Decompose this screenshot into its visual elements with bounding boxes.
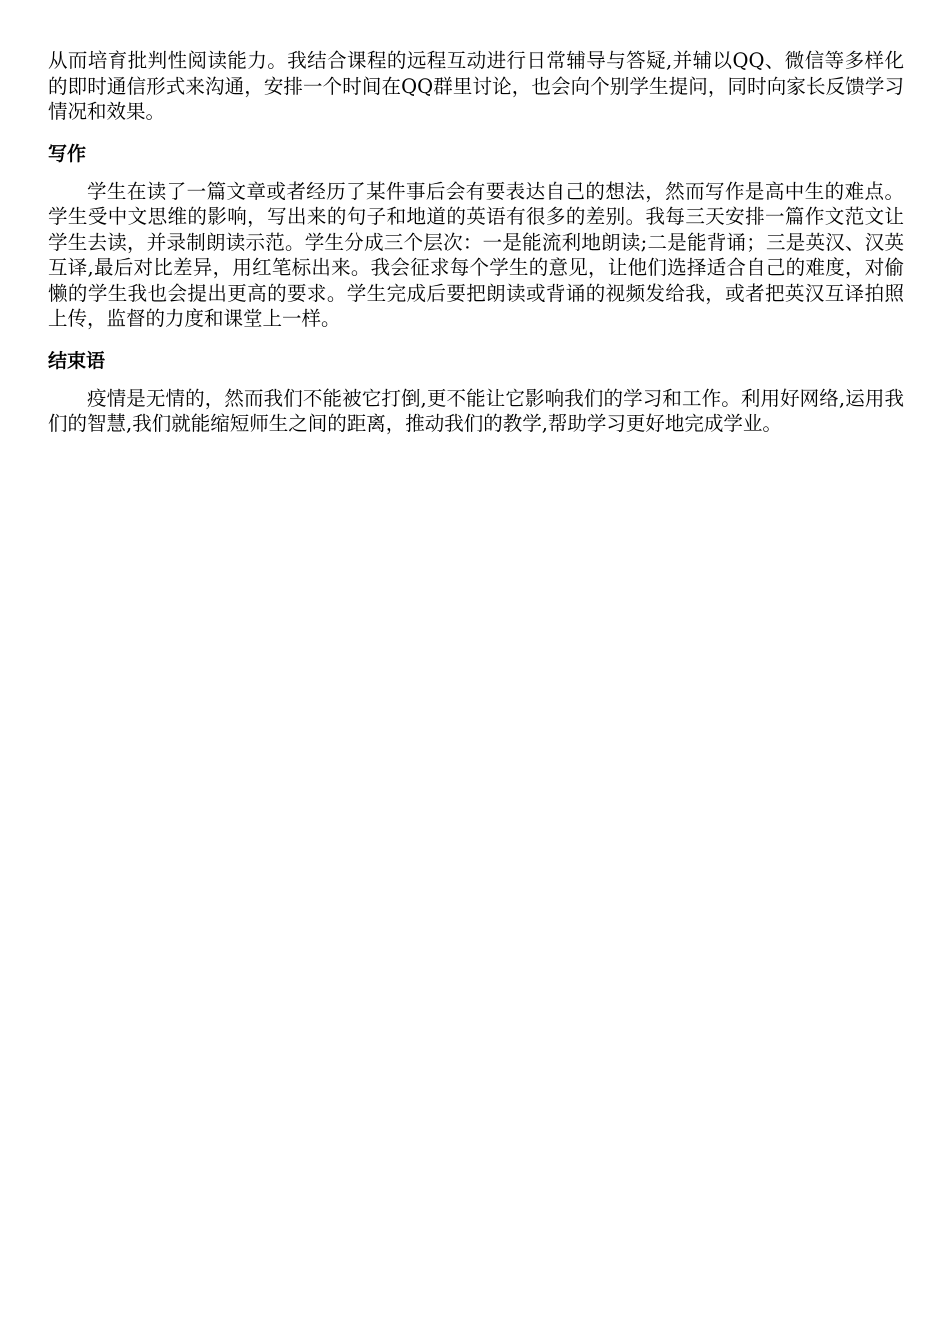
writing-paragraph: 学生在读了一篇文章或者经历了某件事后会有要表达自己的想法，然而写作是高中生的难点。学生受中文思维的影响，写出来的句子和地道的英语有很多的差别。我每三天安排一篇作文范文让学生去读，并录制朗读示范。学生分成三个层次：一是能流利地朗读;二是能背诵；三是英汉、汉英互译,最后对比差异，用红笔标出来。我会征求每个学生的意见，让他们选择适合自己的难度，对偷懒的学生我也会提出更高的要求。学生完成后要把朗读或背诵的视频发给我，或者把英汉互译拍照上传，监督的力度和课堂上一样。 xyxy=(48,179,904,330)
conclusion-paragraph: 疫情是无情的，然而我们不能被它打倒,更不能让它影响我们的学习和工作。利用好网络,运用我们的智慧,我们就能缩短师生之间的距离，推动我们的教学,帮助学习更好地完成学业。 xyxy=(48,386,904,435)
document-page xyxy=(48,48,904,437)
section-heading-conclusion: 结束语 xyxy=(48,349,106,372)
section-heading-writing: 写作 xyxy=(48,142,87,165)
intro-paragraph: 从而培育批判性阅读能力。我结合课程的远程互动进行日常辅导与答疑,并辅以QQ、微信等多样化的即时通信形式来沟通，安排一个时间在QQ群里讨论，也会向个别学生提问，同时向家长反馈学习情况和效果。 xyxy=(48,49,904,123)
